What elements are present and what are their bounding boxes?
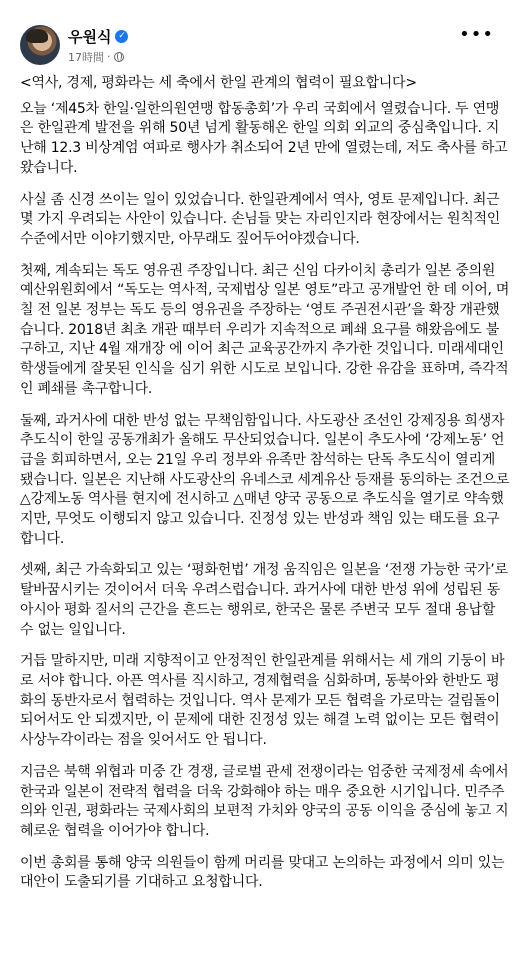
avatar[interactable] [20, 25, 60, 65]
separator-dot: · [107, 50, 111, 63]
more-options-icon[interactable]: ••• [459, 24, 494, 45]
post-meta [68, 26, 128, 65]
post-paragraph-7: 지금은 북핵 위협과 미중 간 경쟁, 글로벌 관세 전쟁이라는 엄중한 국제정세 속에서 한국과 일본이 전략적 협력을 더욱 강화해야 하는 매우 중요한 시기입니다. 민주주의와 인권, 평화라는 국제사회의 보편적 가치와 양국의 공동 이익을 중심에 놓고 지혜로운 협력을 이어가야 합니다. [20, 763, 509, 839]
time-row [68, 49, 128, 65]
globe-icon [114, 52, 124, 62]
post-paragraph-1: 오늘 ‘제45차 한일·일한의원연맹 합동총회’가 우리 국회에서 열렸습니다. 두 연맹은 한일관계 발전을 위해 50년 넘게 활동해온 한일 의회 외교의 중심축입니다. 지난해 12.3 비상계엄 여파로 행사가 취소되어 2년 만에 열렸는데, 저도 축사를 하고 왔습니다. [20, 100, 508, 176]
post-paragraph-2: 사실 좀 신경 쓰이는 일이 있었습니다. 한일관계에서 역사, 영토 문제입니다. 최근 몇 가지 우려되는 사안이 있습니다. 손님들 맞는 자리인지라 현장에서는 원칙적인 수준에서만 이야기했지만, 아무래도 짚어두어야겠습니다. [20, 191, 501, 247]
author-row [68, 26, 128, 47]
post-header [20, 0, 510, 68]
post-body [20, 74, 510, 893]
post-paragraph-4: 둘째, 과거사에 대한 반성 없는 무책임함입니다. 사도광산 조선인 강제징용 희생자 추도식이 한일 공동개최가 올해도 무산되었습니다. 일본이 추도사에 ‘강제노동’ 언급을 회피하면서, 오는 21일 우리 정부와 유족만 참석하는 단독 추도식이 열리게 됐습니다. 일본은 지난해 사도광산의 유네스코 세계유산 등재를 동의하는 조건으로 △강제노동 역사를 현지에 전시하고 △매년 양국 공동으로 추도식을 열기로 약속했지만, 무엇도 이행되지 않고 있습니다. 진정성 있는 반성과 책임 있는 태도를 요구합니다. [20, 412, 510, 547]
post-paragraph-3: 첫째, 계속되는 독도 영유권 주장입니다. 최근 신임 다카이치 총리가 일본 중의원 예산위원회에서 “독도는 역사적, 국제법상 일본 영토”라고 공개발언 한 데 이어, 며칠 전 일본 정부는 독도 등의 영유권을 주장하는 ‘영토 주권전시관’을 확장 개관했습니다. 2018년 최초 개관 때부터 우리가 지속적으로 폐쇄 요구를 해왔음에도 불구하고, 지난 4월 재개장 에 이어 최근 교육공간까지 추가한 것입니다. 미래세대인 학생들에게 잘못된 인식을 심기 위한 시도로 보입니다. 강한 유감을 표하며, 즉각적인 폐쇄를 촉구합니다. [20, 262, 510, 397]
post-timestamp[interactable]: 17時間 [68, 50, 104, 64]
verified-badge-icon: ✓ [115, 30, 128, 43]
post-paragraph-8: 이번 총회를 통해 양국 의원들이 함께 머리를 맞대고 논의하는 과정에서 의미 있는 대안이 도출되기를 기대하고 요청합니다. [20, 854, 505, 891]
author-name[interactable]: 우원식 [68, 27, 112, 46]
post-title: <역사, 경제, 평화라는 세 축에서 한일 관계의 협력이 필요합니다> [20, 75, 417, 91]
post-paragraph-6: 거듭 말하지만, 미래 지향적이고 안정적인 한일관계를 위해서는 세 개의 기둥이 바로 서야 합니다. 아픈 역사를 직시하고, 경제협력을 심화하며, 동북아와 한반도 평화의 동반자로서 협력하는 것입니다. 역사 문제가 모든 협력을 가로막는 걸림돌이 되어서도 안 되겠지만, 이 문제에 대한 진정성 있는 해결 노력 없이는 모든 협력이 사상누각이라는 점을 잊어서도 안 됩니다. [20, 653, 505, 749]
post-paragraph-5: 셋째, 최근 가속화되고 있는 ‘평화헌법’ 개정 움직임은 일본을 ‘전쟁 가능한 국가’로 탈바꿈시키는 것이어서 더욱 우려스럽습니다. 과거사에 대한 반성 위에 성립된 동아시아 평화 질서의 근간을 흔드는 행위로, 한국은 물론 주변국 모두 절대 용납할 수 없는 일입니다. [20, 562, 508, 638]
